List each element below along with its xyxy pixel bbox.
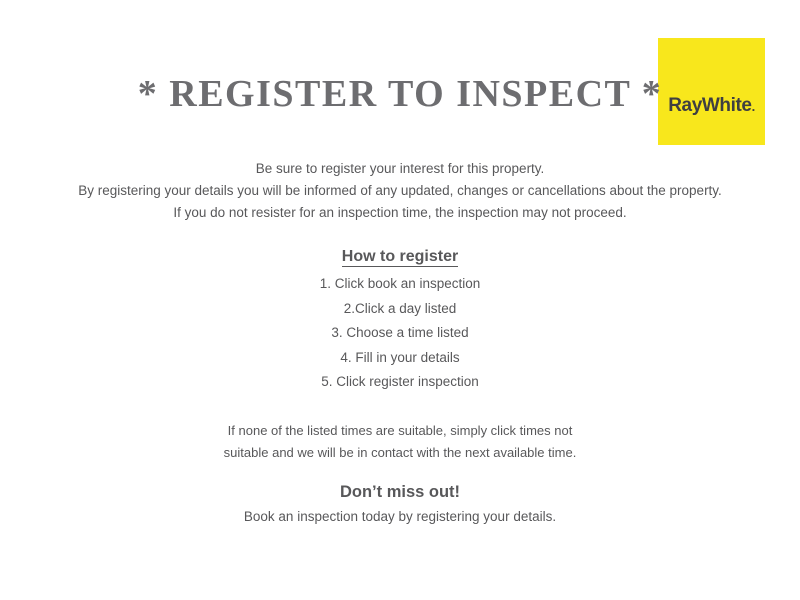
how-to-register-heading [0,248,800,266]
steps-list [0,272,800,395]
list-item: 1. Click book an inspection [319,276,481,291]
intro-line-2: By registering your details you will be informed of any updated, changes or cancellations about the property. [78,183,722,198]
intro-line-3: If you do not resister for an inspection time, the inspection may not proceed. [173,205,627,220]
intro-paragraph [0,158,800,224]
list-item: 2.Click a day listed [343,300,457,316]
logo-white-text: White [701,94,752,116]
alternative-times-note [0,420,800,464]
note-line-2: suitable and we will be in contact with the next available time. [223,445,577,460]
closing-heading: Don’t miss out! [339,483,461,501]
logo-dot: . [751,98,755,114]
page-title: * REGISTER TO INSPECT * [137,73,663,115]
intro-line-1: Be sure to register your interest for this property. [255,161,545,176]
closing-subtitle: Book an inspection today by registering your details. [243,509,557,524]
how-to-register-heading-text: How to register [341,248,459,265]
note-line-1: If none of the listed times are suitable, simply click times not [227,423,573,438]
list-item: 4. Fill in your details [340,349,460,365]
logo-ray-text: Ray [668,94,702,116]
list-item: 3. Choose a time listed [331,325,469,341]
list-item: 5. Click register inspection [321,374,479,390]
